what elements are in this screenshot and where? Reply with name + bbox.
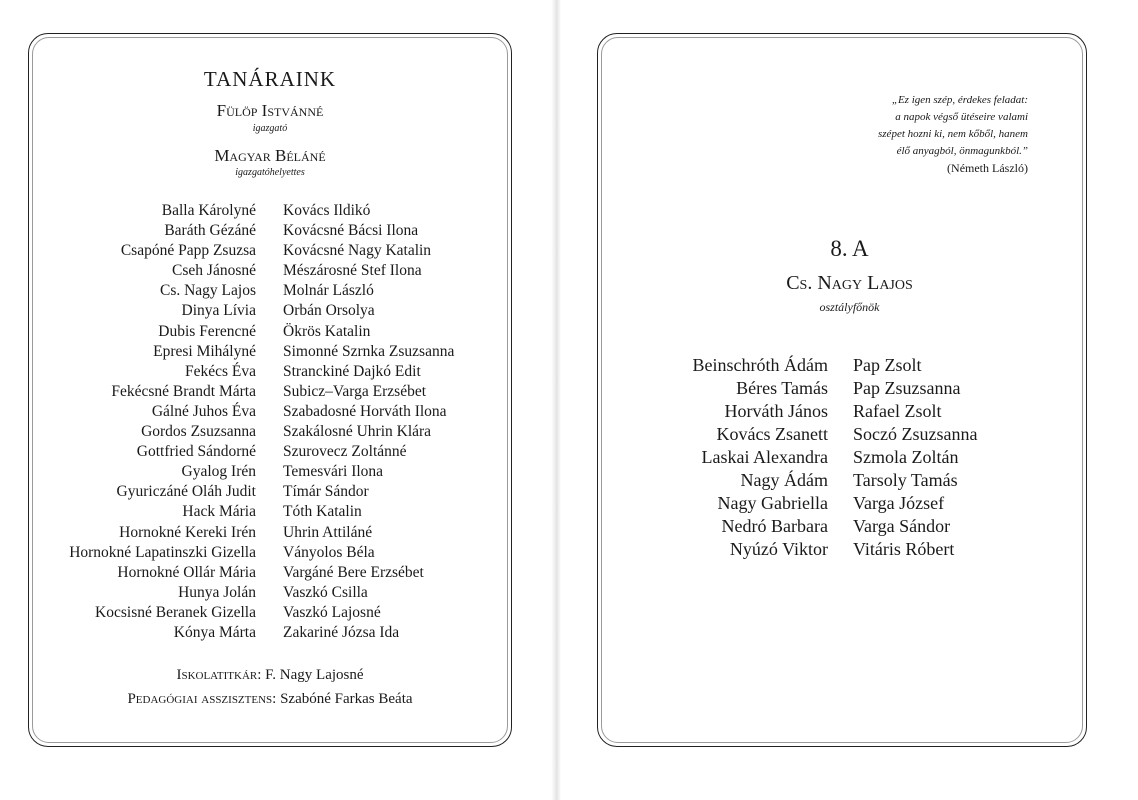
head-teacher-name: Cs. Nagy Lajos	[786, 272, 913, 294]
teacher-name: Fekécs Éva	[184, 362, 256, 380]
teacher-name: Dinya Lívia	[181, 302, 256, 320]
teacher-name: Temesvári Ilona	[283, 463, 384, 481]
students-list-left	[560, 354, 828, 561]
student-name: Pap Zsuzsanna	[853, 378, 961, 398]
teacher-name: Ökrös Katalin	[283, 322, 371, 340]
quote-line: „Ez igen szép, érdekes feladat:	[891, 94, 1028, 106]
student-name: Nagy Ádám	[740, 470, 828, 490]
teacher-name: Gyuriczáné Oláh Judit	[116, 483, 256, 501]
teacher-name: Stranckiné Dajkó Edit	[283, 362, 421, 380]
teacher-name: Ványolos Béla	[283, 543, 375, 561]
teacher-name: Vaszkó Csilla	[283, 583, 368, 601]
students-list-right	[853, 354, 977, 561]
teacher-name: Gordos Zsuzsanna	[141, 423, 256, 441]
teacher-name: Gyalog Irén	[181, 463, 256, 481]
teachers-title: TANÁRAINK	[203, 67, 337, 91]
teacher-name: Hornokné Kereki Irén	[119, 523, 256, 541]
head-teacher-role: osztályfőnök	[819, 300, 880, 314]
student-name: Varga József	[853, 493, 945, 513]
student-name: Rafael Zsolt	[853, 401, 942, 421]
quote-block	[878, 92, 1028, 177]
teacher-name: Simonné Szrnka Zsuzsanna	[283, 342, 455, 360]
teacher-name: Fekécsné Brandt Márta	[111, 382, 256, 400]
deputy-name: Magyar Béláné	[214, 146, 326, 165]
left-page	[0, 0, 551, 800]
teacher-name: Kovácsné Nagy Katalin	[283, 242, 432, 260]
student-name: Vitáris Róbert	[853, 539, 955, 559]
teacher-name: Mészárosné Stef Ilona	[283, 262, 422, 280]
secretary-name: F. Nagy Lajosné	[265, 667, 364, 683]
teacher-name: Hornokné Lapatinszki Gizella	[69, 543, 256, 561]
teacher-name: Kovácsné Bácsi Ilona	[283, 222, 419, 240]
teacher-name: Orbán Orsolya	[283, 302, 375, 320]
quote-line: a napok végső ütéseire valami	[895, 111, 1028, 123]
principal-name: Fülöp Istvánné	[216, 101, 324, 120]
secretary-label: Iskolatitkár:	[176, 667, 262, 683]
teacher-name: Dubis Ferencné	[158, 322, 256, 340]
teacher-name: Kónya Márta	[173, 623, 256, 641]
student-name: Szmola Zoltán	[853, 447, 959, 467]
quote-author: (Németh László)	[947, 161, 1028, 175]
teacher-name: Hornokné Ollár Mária	[117, 563, 256, 581]
teacher-name: Baráth Gézáné	[164, 222, 256, 240]
student-name: Kovács Zsanett	[716, 424, 828, 444]
teacher-name: Epresi Mihályné	[153, 342, 256, 360]
student-name: Beinschróth Ádám	[692, 355, 828, 375]
student-name: Laskai Alexandra	[701, 447, 828, 467]
student-name: Soczó Zsuzsanna	[853, 424, 978, 444]
student-name: Horváth János	[724, 401, 828, 421]
student-name: Béres Tamás	[736, 378, 828, 398]
teacher-name: Vaszkó Lajosné	[283, 603, 381, 621]
teacher-name: Cs. Nagy Lajos	[159, 282, 256, 300]
student-name: Nagy Gabriella	[717, 493, 828, 513]
deputy-role: igazgatóhelyettes	[235, 167, 305, 178]
student-name: Pap Zsolt	[853, 355, 922, 375]
teacher-name: Kovács Ildikó	[283, 202, 371, 219]
student-name: Nedró Barbara	[721, 516, 828, 536]
student-name: Nyúzó Viktor	[729, 539, 828, 559]
teacher-name: Szakálosné Uhrin Klára	[283, 423, 432, 441]
secretary-line	[0, 667, 540, 684]
teacher-name: Tímár Sándor	[283, 483, 369, 501]
teacher-name: Tóth Katalin	[283, 503, 362, 521]
principal-role: igazgató	[252, 123, 288, 134]
teacher-name: Molnár László	[283, 282, 374, 300]
teacher-name: Szabadosné Horváth Ilona	[283, 402, 447, 420]
teacher-name: Csapóné Papp Zsuzsa	[120, 242, 256, 260]
assistant-label: Pedagógiai asszisztens:	[127, 691, 277, 707]
teacher-name: Vargáné Bere Erzsébet	[283, 563, 424, 581]
teacher-name: Zakariné Józsa Ida	[283, 623, 400, 641]
teachers-list-right	[283, 201, 454, 643]
assistant-line	[0, 691, 540, 708]
teacher-name: Uhrin Attiláné	[283, 523, 373, 541]
teacher-name: Hack Mária	[182, 503, 256, 521]
quote-line: szépet hozni ki, nem kőből, hanem	[878, 128, 1028, 140]
class-name: 8. A	[830, 236, 869, 261]
student-name: Tarsoly Tamás	[853, 470, 958, 490]
quote-line: élő anyagból, önmagunkból.”	[896, 145, 1028, 157]
assistant-name: Szabóné Farkas Beáta	[280, 691, 413, 707]
teacher-name: Cseh Jánosné	[172, 262, 256, 280]
teacher-name: Szurovecz Zoltánné	[283, 443, 407, 461]
teacher-name: Gottfried Sándorné	[136, 443, 256, 461]
teacher-name: Subicz–Varga Erzsébet	[283, 382, 427, 400]
teacher-name: Kocsisné Beranek Gizella	[95, 603, 256, 621]
student-name: Varga Sándor	[853, 516, 951, 536]
teacher-name: Hunya Jolán	[178, 583, 256, 601]
teachers-list-left	[30, 201, 256, 643]
teacher-name: Balla Károlyné	[161, 202, 256, 219]
teacher-name: Gálné Juhos Éva	[151, 402, 256, 420]
